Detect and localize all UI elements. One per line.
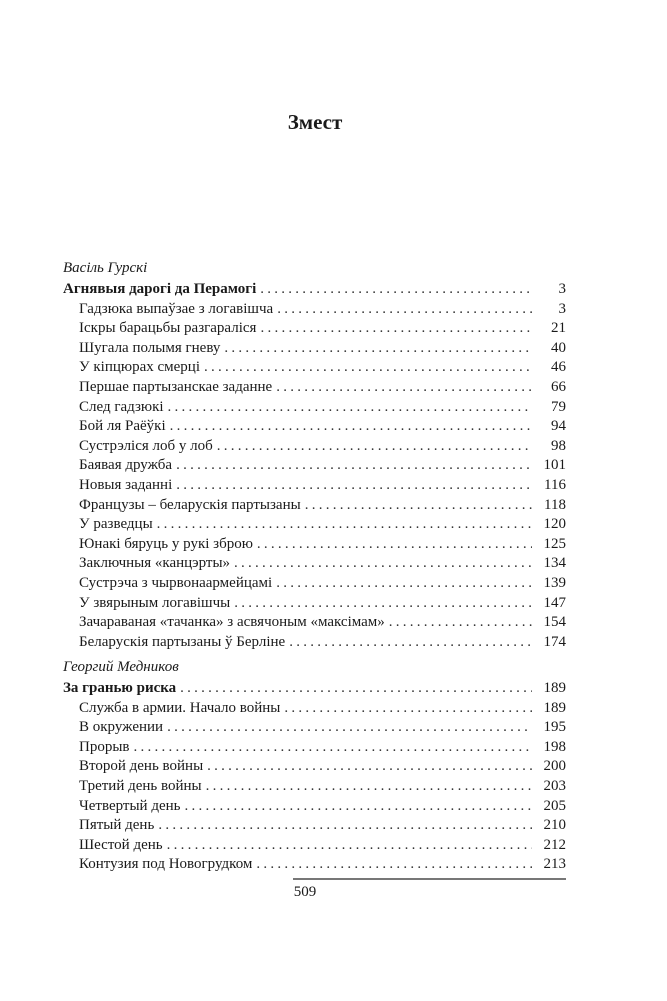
entry-title: Третий день войны bbox=[79, 777, 202, 794]
dot-leader bbox=[260, 319, 532, 339]
toc-work-entry bbox=[63, 280, 566, 300]
entry-page: 212 bbox=[543, 836, 566, 853]
dot-leader bbox=[389, 613, 532, 633]
dot-leader bbox=[305, 496, 532, 516]
entry-page: 210 bbox=[543, 817, 566, 834]
toc-chapter-entry bbox=[63, 535, 566, 555]
dot-leader bbox=[207, 757, 532, 777]
toc-section bbox=[63, 256, 566, 652]
entry-page: 3 bbox=[558, 300, 566, 317]
entry-title: Іскры барацьбы разгараліся bbox=[79, 320, 257, 337]
entry-page: 195 bbox=[543, 719, 566, 736]
dot-leader bbox=[206, 777, 532, 797]
entry-page: 200 bbox=[543, 758, 566, 775]
entry-page: 116 bbox=[544, 476, 566, 493]
dot-leader bbox=[277, 300, 532, 320]
dot-leader bbox=[176, 456, 532, 476]
toc-chapter-entry bbox=[63, 738, 566, 758]
page-number: 509 bbox=[293, 884, 317, 900]
toc-chapter-entry bbox=[63, 496, 566, 516]
entry-page: 98 bbox=[551, 437, 566, 454]
toc-chapter-entry bbox=[63, 574, 566, 594]
entry-page: 21 bbox=[551, 320, 566, 337]
entry-page: 125 bbox=[543, 535, 566, 552]
entry-title: Новыя заданні bbox=[79, 476, 173, 493]
dot-leader bbox=[276, 378, 532, 398]
entry-title: Четвертый день bbox=[79, 797, 181, 814]
toc-chapter-entry bbox=[63, 339, 566, 359]
entry-title: Сустрэліся лоб у лоб bbox=[79, 437, 213, 454]
entry-title: Зачараваная «тачанка» з асвячоным «максімам» bbox=[79, 614, 385, 631]
toc-chapter-entry bbox=[63, 358, 566, 378]
toc-chapter-entry bbox=[63, 456, 566, 476]
dot-leader bbox=[284, 699, 532, 719]
entry-title: Второй день войны bbox=[79, 758, 204, 775]
dot-leader bbox=[256, 855, 532, 875]
entry-page: 134 bbox=[543, 555, 566, 572]
author-name: Георгий Медников bbox=[63, 659, 179, 675]
entry-page: 189 bbox=[543, 699, 566, 716]
toc-chapter-entry bbox=[63, 398, 566, 418]
entry-page: 213 bbox=[543, 856, 566, 873]
dot-leader bbox=[289, 633, 532, 653]
toc-chapter-entry bbox=[63, 633, 566, 653]
toc-chapter-entry bbox=[63, 378, 566, 398]
entry-title: Бой ля Раёўкі bbox=[79, 418, 166, 435]
dot-leader bbox=[167, 718, 532, 738]
dot-leader bbox=[257, 535, 532, 555]
entry-page: 3 bbox=[558, 281, 566, 297]
entry-title: У кіпцюрах смерці bbox=[79, 359, 200, 376]
page-title: Змест bbox=[287, 110, 343, 134]
entry-title: В окружении bbox=[79, 719, 164, 736]
entry-title: Шестой день bbox=[79, 836, 163, 853]
dot-leader bbox=[176, 476, 532, 496]
dot-leader bbox=[224, 339, 532, 359]
dot-leader bbox=[217, 437, 532, 457]
entry-title: Першае партызанскае заданне bbox=[79, 378, 273, 395]
entry-page: 79 bbox=[551, 398, 566, 415]
toc-chapter-entry bbox=[63, 797, 566, 817]
toc-chapter-entry bbox=[63, 437, 566, 457]
dot-leader bbox=[158, 816, 532, 836]
entry-page: 40 bbox=[551, 339, 566, 356]
dot-leader bbox=[168, 398, 532, 418]
entry-title: Юнакі бяруць у рукі зброю bbox=[79, 535, 253, 552]
entry-title: Агнявыя дарогі да Перамогі bbox=[63, 281, 257, 297]
entry-page: 118 bbox=[544, 496, 566, 513]
toc-chapter-entry bbox=[63, 476, 566, 496]
entry-title: За гранью риска bbox=[63, 680, 177, 696]
entry-page: 101 bbox=[543, 457, 566, 474]
entry-title: Сустрэча з чырвонаармейцамі bbox=[79, 574, 273, 591]
entry-title: Служба в армии. Начало войны bbox=[79, 699, 281, 716]
entry-title: Прорыв bbox=[79, 738, 130, 755]
entry-title: Пятый день bbox=[79, 817, 155, 834]
dot-leader bbox=[167, 836, 532, 856]
toc-chapter-entry bbox=[63, 300, 566, 320]
entry-title: Гадзюка выпаўзае з логавішча bbox=[79, 300, 274, 317]
toc-chapter-entry bbox=[63, 836, 566, 856]
toc-chapter-entry bbox=[63, 699, 566, 719]
entry-title: Баявая дружба bbox=[79, 457, 173, 474]
entry-page: 174 bbox=[543, 633, 566, 650]
dot-leader bbox=[234, 554, 532, 574]
entry-page: 189 bbox=[543, 680, 566, 696]
entry-title: Беларускія партызаны ў Берліне bbox=[79, 633, 286, 650]
entry-title: Французы – беларускія партызаны bbox=[79, 496, 301, 513]
toc-work-entry bbox=[63, 679, 566, 699]
dot-leader bbox=[184, 797, 532, 817]
entry-page: 203 bbox=[543, 777, 566, 794]
toc-section bbox=[63, 655, 566, 875]
entry-page: 66 bbox=[551, 378, 566, 395]
author-name: Васіль Гурскі bbox=[63, 260, 148, 276]
entry-title: У звярыным логавішчы bbox=[79, 594, 231, 611]
entry-page: 120 bbox=[543, 516, 566, 533]
entry-title: Шугала полымя гневу bbox=[79, 339, 221, 356]
entry-title: Заключныя «канцэрты» bbox=[79, 555, 231, 572]
dot-leader bbox=[204, 358, 532, 378]
entry-page: 198 bbox=[543, 738, 566, 755]
dot-leader bbox=[157, 515, 532, 535]
toc-chapter-entry bbox=[63, 757, 566, 777]
entry-page: 139 bbox=[543, 574, 566, 591]
entry-page: 46 bbox=[551, 359, 566, 376]
toc-chapter-entry bbox=[63, 816, 566, 836]
dot-leader bbox=[170, 417, 532, 437]
dot-leader bbox=[260, 280, 532, 300]
toc-chapter-entry bbox=[63, 417, 566, 437]
entry-page: 154 bbox=[543, 614, 566, 631]
dot-leader bbox=[234, 594, 532, 614]
dot-leader bbox=[180, 679, 532, 699]
toc-chapter-entry bbox=[63, 855, 566, 875]
dot-leader bbox=[276, 574, 532, 594]
toc-chapter-entry bbox=[63, 515, 566, 535]
entry-page: 205 bbox=[543, 797, 566, 814]
toc-chapter-entry bbox=[63, 777, 566, 797]
entry-title: Контузия под Новогрудком bbox=[79, 856, 253, 873]
toc-chapter-entry bbox=[63, 554, 566, 574]
toc-chapter-entry bbox=[63, 613, 566, 633]
entry-page: 94 bbox=[551, 418, 566, 435]
dot-leader bbox=[134, 738, 533, 758]
footer-rule bbox=[293, 878, 566, 880]
toc-chapter-entry bbox=[63, 319, 566, 339]
entry-title: У разведцы bbox=[79, 516, 153, 533]
toc-chapter-entry bbox=[63, 594, 566, 614]
entry-title: След гадзюкі bbox=[79, 398, 164, 415]
entry-page: 147 bbox=[543, 594, 566, 611]
toc-chapter-entry bbox=[63, 718, 566, 738]
